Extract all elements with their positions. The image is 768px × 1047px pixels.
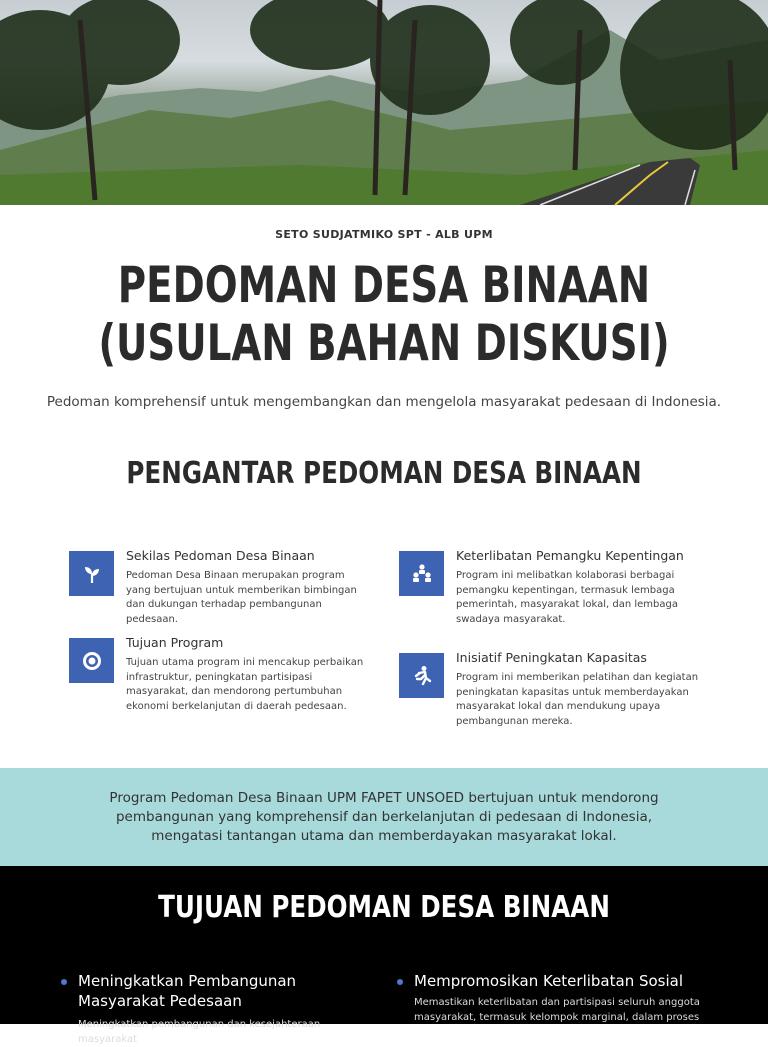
page-subtitle: Pedoman komprehensif untuk mengembangkan dan mengelola masyarakat pedesaan di Indonesia.: [46, 394, 722, 410]
feature-description: Program ini memberikan pelatihan dan kegiatan peningkatan kapasitas untuk memberdayakan masyarakat lokal dan mendukung upaya pembangunan mereka.: [456, 672, 699, 727]
feature-title: Sekilas Pedoman Desa Binaan: [126, 548, 315, 563]
target-icon: [69, 638, 114, 683]
goal-title: Meningkatkan Pembangunan Masyarakat Pedesaan: [78, 972, 297, 1010]
summary-text: Program Pedoman Desa Binaan UPM FAPET UNSOED bertujuan untuk mendorong pembangunan yang komprehensif dan berkelanjutan di pedesaan di Indonesia, mengatasi tantangan utama dan memberdayakan masyarakat lokal.: [109, 789, 659, 844]
feature-description: Program ini melibatkan kolaborasi berbagai pemangku kepentingan, termasuk lembaga pemerintah, masyarakat lokal, dan lembaga swadaya masyarakat.: [456, 570, 678, 625]
title-line-1: PEDOMAN DESA BINAAN: [117, 256, 651, 314]
feature-description: Tujuan utama program ini mencakup perbaikan infrastruktur, peningkatan partisipasi masyarakat, dan mendorong pertumbuhan ekonomi berkelanjutan di daerah pedesaan.: [126, 657, 364, 712]
goals-section-title: TUJUAN PEDOMAN DESA BINAAN: [158, 890, 610, 925]
bullet-icon: [61, 979, 67, 985]
goals-section: [0, 866, 768, 1045]
goal-description: Memastikan keterlibatan dan partisipasi seluruh anggota masyarakat, termasuk kelompok marginal, dalam proses: [414, 997, 700, 1023]
title-line-2: (USULAN BAHAN DISKUSI): [98, 314, 670, 372]
summary-band: [0, 768, 768, 866]
goal-title: Mempromosikan Keterlibatan Sosial: [414, 972, 684, 990]
goal-description: Meningkatkan pembangunan dan kesejahteraan masyarakat: [78, 1019, 321, 1045]
feature-title: Keterlibatan Pemangku Kepentingan: [456, 548, 684, 563]
bullet-icon: [397, 979, 403, 985]
page-title: [54, 256, 714, 372]
hero-image: [0, 0, 768, 205]
author-line: SETO SUDJATMIKO SPT - ALB UPM: [275, 228, 493, 241]
running-person-icon: [399, 653, 444, 698]
intro-section-title: PENGANTAR PEDOMAN DESA BINAAN: [126, 456, 642, 491]
plant-sprout-icon: [69, 551, 114, 596]
feature-title: Inisiatif Peningkatan Kapasitas: [456, 650, 647, 665]
landscape-illustration: [0, 0, 768, 205]
feature-description: Pedoman Desa Binaan merupakan program yang bertujuan untuk memberikan bimbingan dan dukungan terhadap pembangunan pedesaan.: [126, 570, 357, 625]
people-group-icon: [399, 551, 444, 596]
feature-title: Tujuan Program: [126, 635, 224, 650]
